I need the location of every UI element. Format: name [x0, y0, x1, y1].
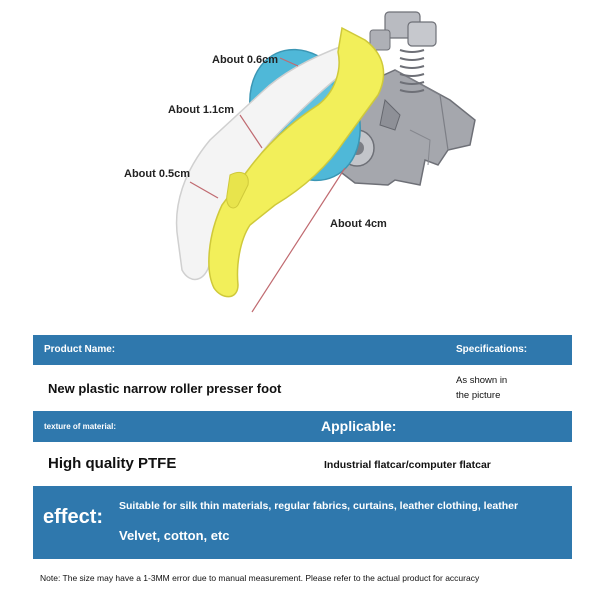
effect-label: effect: [43, 506, 104, 528]
specifications-value-line2: the picture [456, 390, 501, 401]
dimension-label-gap: About 0.5cm [124, 168, 191, 180]
specifications-value-line1: As shown in [456, 375, 508, 386]
texture-value: High quality PTFE [48, 455, 177, 472]
texture-label: texture of material: [44, 422, 117, 431]
dimension-label-length: About 4cm [330, 218, 387, 230]
applicable-label: Applicable: [321, 418, 397, 434]
product-name-label: Product Name: [44, 344, 116, 355]
effect-line1: Suitable for silk thin materials, regular fabrics, curtains, leather clothing, leather [119, 500, 519, 512]
dimension-label-width: About 1.1cm [168, 104, 235, 116]
effect-band [33, 486, 572, 559]
specifications-label: Specifications: [456, 344, 528, 355]
accuracy-note: Note: The size may have a 1-3MM error due to manual measurement. Please refer to the actual product for accuracy [40, 573, 480, 583]
applicable-value: Industrial flatcar/computer flatcar [324, 459, 491, 471]
header-band-material [33, 411, 572, 442]
dimension-label-thickness: About 0.6cm [212, 54, 279, 66]
header-band-product [33, 335, 572, 365]
effect-line2: Velvet, cotton, etc [119, 528, 230, 543]
product-name-value: New plastic narrow roller presser foot [48, 381, 282, 396]
